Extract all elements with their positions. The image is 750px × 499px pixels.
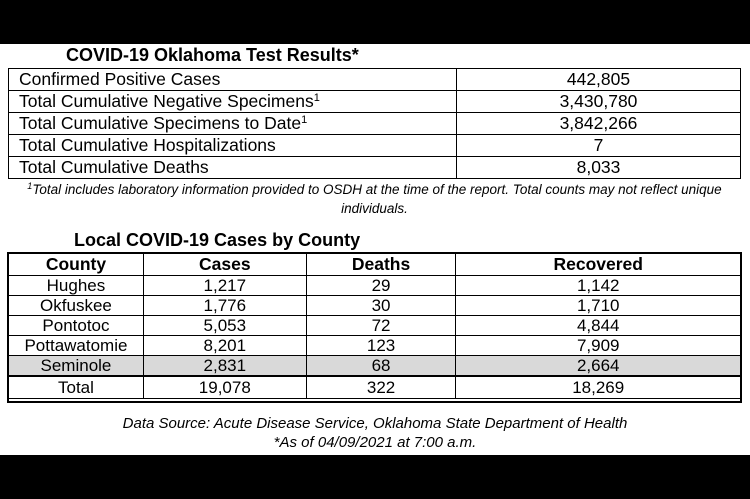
deaths-cell: 30 — [306, 296, 456, 316]
county-cell: Pottawatomie — [9, 336, 144, 356]
test-results-table — [8, 68, 741, 179]
table-row — [9, 336, 741, 356]
recovered-cell: 4,844 — [456, 316, 741, 336]
county-cell: Okfuskee — [9, 296, 144, 316]
deaths-cell: 72 — [306, 316, 456, 336]
row-value: 8,033 — [457, 157, 741, 179]
test-results-title: COVID-19 Oklahoma Test Results* — [66, 45, 359, 65]
report-sheet — [0, 44, 750, 455]
row-value: 442,805 — [457, 69, 741, 91]
row-label: Total Cumulative Negative Specimens$^1$ — [9, 91, 457, 113]
data-source-note — [0, 414, 750, 452]
table-row — [9, 69, 741, 91]
source-line: Data Source: Acute Disease Service, Oklahoma State Department of Health — [122, 415, 628, 432]
table-row — [9, 157, 741, 179]
table-row — [9, 276, 741, 296]
table-row — [9, 91, 741, 113]
total-recovered-cell: 18,269 — [456, 376, 741, 399]
row-label: Total Cumulative Deaths — [9, 157, 457, 179]
row-label: Confirmed Positive Cases — [9, 69, 457, 91]
county-cases-title: Local COVID-19 Cases by County — [74, 230, 361, 250]
county-cell: Seminole — [9, 356, 144, 377]
deaths-cell: 68 — [306, 356, 456, 377]
recovered-cell: 7,909 — [456, 336, 741, 356]
recovered-cell: 2,664 — [456, 356, 741, 377]
total-cases-cell: 19,078 — [143, 376, 306, 399]
table-row — [9, 135, 741, 157]
column-header-deaths: Deaths — [306, 254, 456, 276]
column-header-recovered: Recovered — [456, 254, 741, 276]
cases-cell: 1,776 — [143, 296, 306, 316]
row-value: 3,842,266 — [457, 113, 741, 135]
total-row — [9, 376, 741, 399]
column-header-cases: Cases — [143, 254, 306, 276]
total-label-cell: Total — [9, 376, 144, 399]
cases-cell: 8,201 — [143, 336, 306, 356]
county-cell: Hughes — [9, 276, 144, 296]
table-row — [9, 113, 741, 135]
cases-cell: 1,217 — [143, 276, 306, 296]
row-label: Total Cumulative Specimens to Date$^1$ — [9, 113, 457, 135]
as-of-line: *As of 04/09/2021 at 7:00 a.m. — [273, 434, 477, 451]
footnote: $^1$Total includes laboratory information provided to OSDH at the time of the report. Total counts may not reflect unique individuals. — [27, 181, 722, 216]
deaths-cell: 29 — [306, 276, 456, 296]
row-value: 3,430,780 — [457, 91, 741, 113]
total-deaths-cell: 322 — [306, 376, 456, 399]
table-row — [9, 316, 741, 336]
row-value: 7 — [457, 135, 741, 157]
recovered-cell: 1,142 — [456, 276, 741, 296]
table-row — [9, 296, 741, 316]
county-cases-table — [8, 253, 741, 399]
table-header-row — [9, 254, 741, 276]
recovered-cell: 1,710 — [456, 296, 741, 316]
table-row-highlighted — [9, 356, 741, 377]
row-label: Total Cumulative Hospitalizations — [9, 135, 457, 157]
deaths-cell: 123 — [306, 336, 456, 356]
column-header-county: County — [9, 254, 144, 276]
county-cell: Pontotoc — [9, 316, 144, 336]
cases-cell: 5,053 — [143, 316, 306, 336]
cases-cell: 2,831 — [143, 356, 306, 377]
